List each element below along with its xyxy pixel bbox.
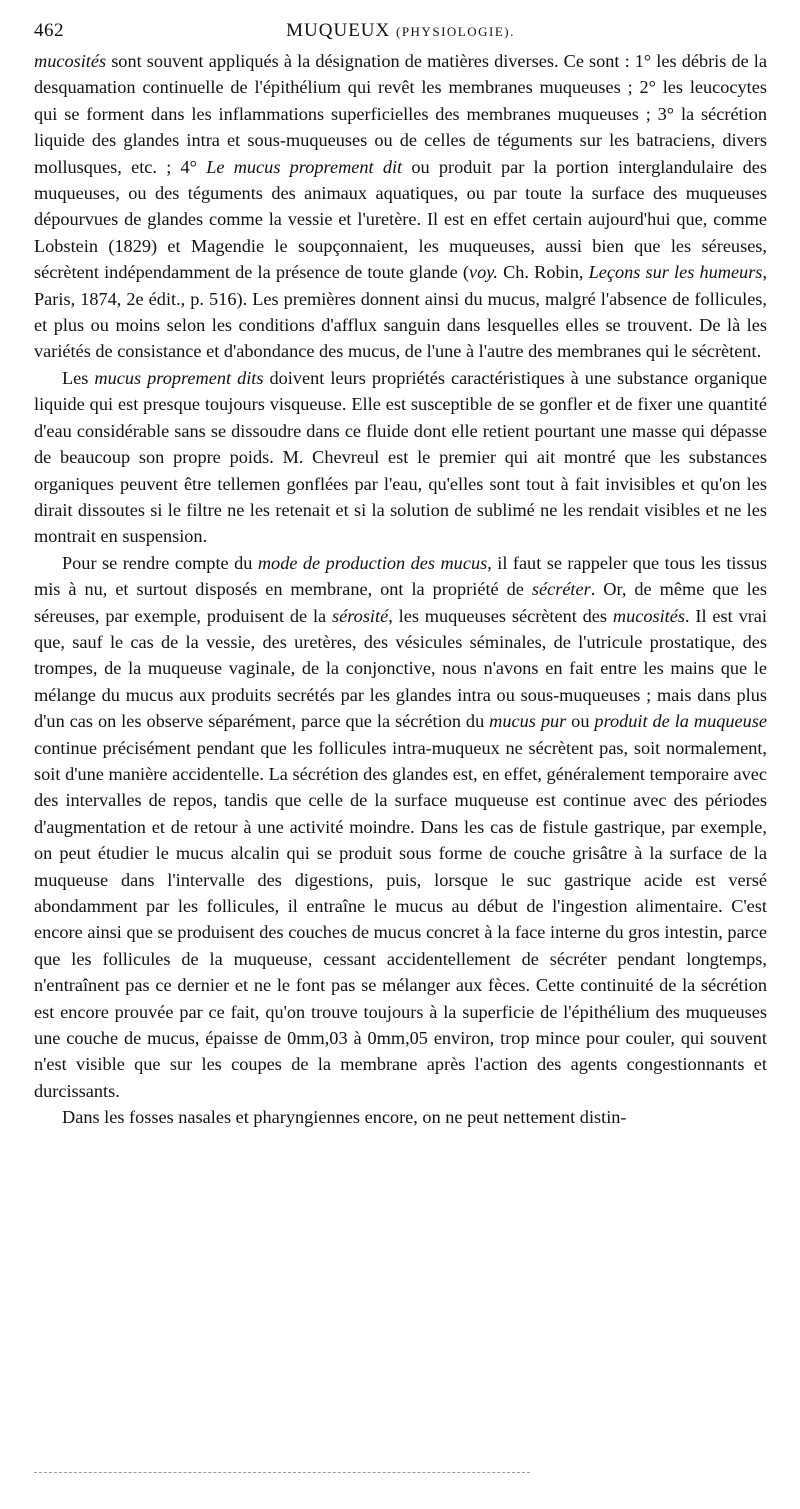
text-run: , les muqueuses sécrètent des: [388, 605, 613, 626]
text-run: Pour se rendre compte du: [62, 552, 258, 573]
italic-text: produit de la muqueuse: [594, 711, 768, 732]
paragraph-3: [34, 550, 767, 1105]
page-number: 462: [34, 20, 64, 41]
text-run: ou: [566, 711, 595, 732]
text-run: Dans les fosses nasales et pharyngiennes encore, on ne peut nettement distin-: [62, 1107, 627, 1128]
footer-rule: [34, 1472, 530, 1473]
text-run: . Or, de même que les séreuses, par exemple, produisent de la: [34, 579, 767, 626]
paragraph-4: [34, 1104, 767, 1130]
text-run: continue précisément pendant que les follicules intra-muqueux ne sécrètent pas, soit normalement, soit d'une manière accidentelle. La sécrétion des glandes est, en effet, généralement temporaire avec des intervalles de repos, tandis que celle de la surface muqueuse est continue avec des périodes d'augmentation et de retour à une activité moindre. Dans les cas de fistule gastrique, par exemple, on peut étudier le mucus alcalin qui se produit sous forme de couche grisâtre à la surface de la muqueuse dans l'intervalle des digestions, puis, lorsque le suc gastrique acide est versé abondamment par les follicules, il entraîne le mucus au début de l'ingestion alimentaire. C'est encore ainsi que se produisent des couches de mucus concret à la face interne du gros intestin, parce que les follicules de la muqueuse, cessant accidentellement de sécréter pendant longtemps, n'entraînent pas ce dernier et ne le font pas se mélanger aux fèces. Cette continuité de la sécrétion est encore prouvée par ce fait, qu'on trouve toujours à la superficie de l'épithélium des muqueuses une couche de mucus, épaisse de 0mm,03 à 0mm,05 environ, trop mince pour couler, qui souvent n'est visible que sur les coupes de la membrane après l'action des agents congestionnants et durcissants.: [34, 737, 767, 1101]
italic-text: sérosité: [332, 605, 389, 626]
text-run: ou produit par la portion interglandulaire des muqueuses, ou des téguments des animaux aquatiques, ou par toute la surface des muqueuses dépourvues de glandes comme la vessie et l'uretère. Il est en effet certain aujourd'hui que, comme Lobstein (1829) et Magendie le soupçonnaient, les muqueuses, aussi bien que les séreuses, sécrètent indépendamment de la présence de toute glande (: [34, 156, 768, 283]
italic-text: mode de production des mucus: [257, 552, 488, 573]
italic-text: mucus proprement dits: [94, 367, 264, 388]
running-subtitle: (PHYSIOLOGIE).: [396, 24, 515, 39]
running-title: MUQUEUX: [286, 20, 391, 41]
italic-text: mucosités: [34, 51, 107, 71]
text-run: , il faut se rappeler que tous les tissus mis à nu, et surtout disposés en membrane, ont la propriété de: [34, 552, 767, 600]
italic-text: sécréter: [531, 579, 591, 600]
text-run: sont souvent appliqués à la désignation de matières diverses. Ce sont : 1° les débris de la desquamation continuelle de l'épithélium qui revêt les membranes muqueuses ; 2° les leucocytes qui se forment dans les inflammations superficielles des membranes muqueuses ; 3° la sécrétion liquide des glandes intra et sous-muqueuses ou de celles de téguments sur les batraciens, divers mollusques, etc. ; 4°: [34, 51, 767, 177]
page-header: [34, 14, 767, 48]
paragraph-2: [34, 365, 767, 550]
text-run: . Il est vrai que, sauf le cas de la vessie, des uretères, des vésicules séminales, de l'utricule prostatique, des trompes, de la muqueuse vaginale, de la conjonctive, nous n'avons en fait entre les mains que le mélange du mucus aux produits secrétés par les glandes intra ou sous-muqueuses ; mais dans plus d'un cas on les observe séparément, parce que la sécrétion du: [34, 605, 767, 732]
italic-text: Le mucus proprement dit: [206, 156, 403, 177]
text-run: doivent leurs propriétés caractéristiques à une substance organique liquide qui est presque toujours visqueuse. Elle est susceptible de se gonfler et de fixer une quantité d'eau considérable sans se dissoudre dans ce fluide dont elle retient pourtant une masse qui dépasse de beaucoup son propre poids. M. Chevreul est le premier qui ait montré que les substances organiques peuvent être tellemen gonflées par l'eau, qu'elles sont tout à fait invisibles et qu'on les dirait dissoutes si le filtre ne les retenait et si la solution de sublimé ne les rendait visibles et ne les montrait en suspension.: [34, 367, 767, 547]
text-run: , Paris, 1874, 2e édit., p. 516). Les premières donnent ainsi du mucus, malgré l'absence de follicules, et plus ou moins selon les conditions d'afflux sanguin dans lesquelles elles se trouvent. De là les variétés de consistance et d'abondance des mucus, de l'une à l'autre des membranes qui le sécrètent.: [34, 262, 768, 362]
text-run: Ch. Robin,: [497, 262, 589, 283]
italic-text: mucosités: [612, 605, 685, 626]
italic-text: voy.: [469, 262, 498, 283]
italic-text: Leçons sur les humeurs: [588, 262, 763, 283]
italic-text: mucus pur: [489, 711, 567, 732]
paragraph-1: [34, 48, 767, 365]
document-page: [34, 14, 767, 1131]
text-run: Les: [62, 367, 95, 388]
running-head: [34, 18, 767, 45]
